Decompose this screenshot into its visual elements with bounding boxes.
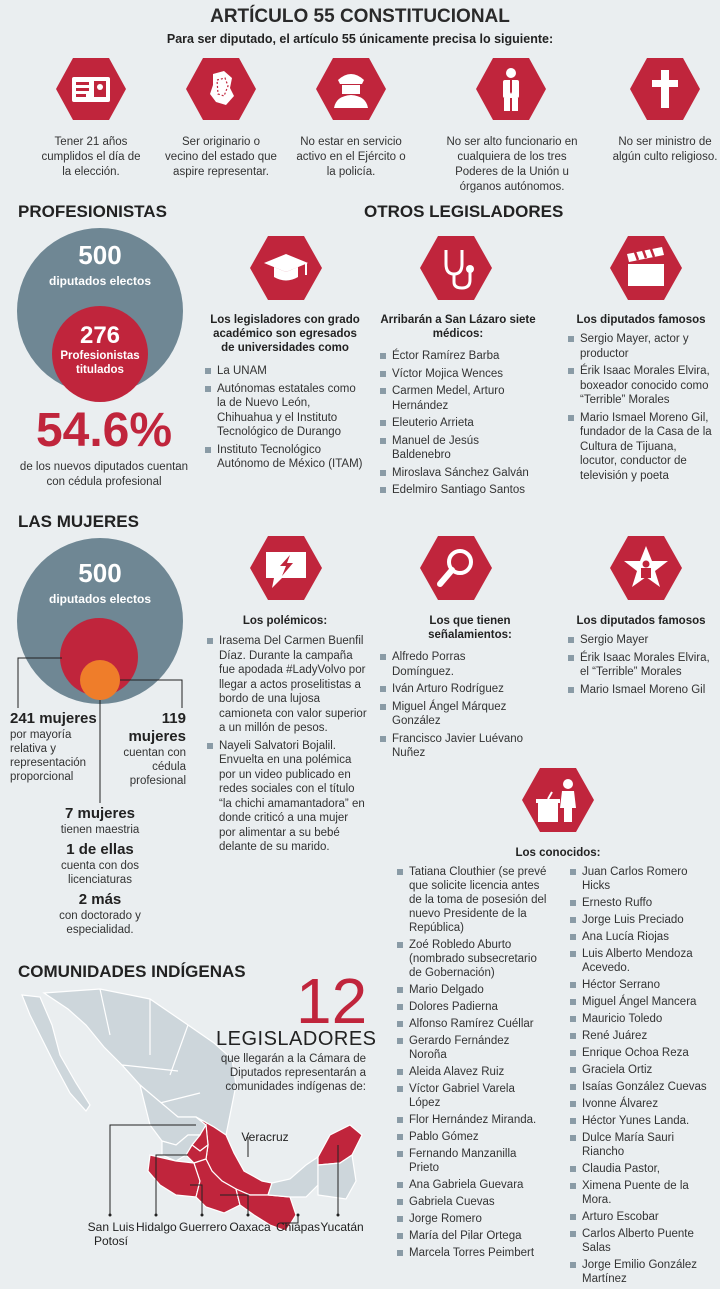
conocidos-list-right xyxy=(570,865,716,1289)
state-label-yucatan: Yucatán xyxy=(320,1220,364,1234)
list-item: Zoé Robledo Aburto (nombrado subsecretario de Gobernación) xyxy=(397,938,547,980)
total-deputies-label: diputados electos xyxy=(48,274,152,288)
list-item: Sergio Mayer, actor y productor xyxy=(568,332,716,361)
requirement-religion-text: No ser ministro de algún culto religioso. xyxy=(612,136,718,163)
polemicos-title: Los polémicos: xyxy=(242,615,328,627)
state-map-icon xyxy=(186,58,256,120)
percent-value: 54.6% xyxy=(35,404,173,457)
stat-241-text: por mayoría relativa y representación proporcional xyxy=(10,729,87,783)
southeast-region xyxy=(268,1157,318,1197)
list-item: Isaías González Cuevas xyxy=(570,1080,716,1094)
famous-list xyxy=(568,332,716,486)
requirement-age-text: Tener 21 años cumplidos el día de la elección. xyxy=(41,136,141,178)
list-item: María del Pilar Ortega xyxy=(397,1229,547,1243)
conocidos-title: Los conocidos: xyxy=(515,847,601,859)
stethoscope-icon xyxy=(420,236,492,300)
list-item: Autónomas estatales como la de Nuevo León, Chihuahua y el Instituto Tecnológico de Durango xyxy=(205,382,365,440)
list-item: Miguel Ángel Márquez González xyxy=(380,700,530,729)
graduation-cap-icon xyxy=(250,236,322,300)
page-title: ARTÍCULO 55 CONSTITUCIONAL xyxy=(210,6,510,27)
list-item: Aleida Alavez Ruiz xyxy=(397,1065,547,1079)
star-person-icon xyxy=(610,536,682,600)
id-card-icon xyxy=(56,58,126,120)
list-item: Mario Ismael Moreno Gil, fundador de la Casa de la Cultura de Tijuana, locutor, conductor de televisión y poeta xyxy=(568,411,716,484)
stat-2-text: con doctorado y especialidad. xyxy=(59,910,141,936)
state-label-hidalgo: Hidalgo xyxy=(136,1220,177,1234)
list-item: Instituto Tecnológico Autónomo de México (ITAM) xyxy=(205,443,365,472)
requirement-origin-text: Ser originario o vecino del estado que aspire representar. xyxy=(165,136,277,178)
list-item: Érik Isaac Morales Elvira, el “Terrible” Morales xyxy=(568,651,718,680)
list-item: Iván Arturo Rodríguez xyxy=(380,682,530,697)
percent-label: de los nuevos diputados cuentan con cédula profesional xyxy=(19,461,189,488)
list-item: Ximena Puente de la Mora. xyxy=(570,1179,716,1207)
cross-icon xyxy=(630,58,700,120)
list-item: Francisco Javier Luévano Nuñez xyxy=(380,732,530,761)
speaker-podium-icon xyxy=(522,768,594,832)
list-item: Flor Hernández Miranda. xyxy=(397,1113,547,1127)
universities-title: Los legisladores con grado académico son egresados de universidades como xyxy=(210,314,360,354)
indigenas-text: que llegarán a la Cámara de Diputados representarán a comunidades indígenas de: xyxy=(220,1053,366,1093)
state-label-chiapas: Chiapas xyxy=(275,1220,321,1234)
conocidos-list-left xyxy=(397,865,547,1263)
list-item: Arturo Escobar xyxy=(570,1210,716,1224)
list-item: Mario Delgado xyxy=(397,983,547,997)
list-item: Juan Carlos Romero Hicks xyxy=(570,865,716,893)
list-item: Víctor Mojica Wences xyxy=(380,367,540,382)
stat-119 xyxy=(106,710,186,788)
senalamientos-title: Los que tienen señalamientos: xyxy=(428,615,512,641)
stat-241 xyxy=(10,710,106,784)
list-item: Ana Lucía Riojas xyxy=(570,930,716,944)
list-item: Alfonso Ramírez Cuéllar xyxy=(397,1017,547,1031)
total-deputies-number: 500 xyxy=(78,240,122,270)
famous-women-list xyxy=(568,633,718,700)
state-label-san-luis-potosi: San Luis Potosí xyxy=(87,1220,135,1248)
state-label-guerrero: Guerrero xyxy=(178,1220,228,1234)
page-subtitle: Para ser diputado, el artículo 55 únicamente precisa lo siguiente: xyxy=(166,32,554,46)
list-item: Sergio Mayer xyxy=(568,633,718,648)
list-item: Edelmiro Santiago Santos xyxy=(380,483,540,498)
famous-women-title: Los diputados famosos xyxy=(576,615,706,627)
police-officer-icon xyxy=(316,58,386,120)
list-item: Miroslava Sánchez Galván xyxy=(380,466,540,481)
list-item: Tatiana Clouthier (se prevé que solicite licencia antes de la toma de posesión del nuevo Presidente de la República) xyxy=(397,865,547,935)
doctors-list xyxy=(380,349,540,501)
northern-mexico-region xyxy=(44,989,236,1135)
indigenas-label: LEGISLADORES xyxy=(216,1028,377,1050)
women-total-label: diputados electos xyxy=(48,592,152,606)
stat-7 xyxy=(40,805,160,837)
magnifier-icon xyxy=(420,536,492,600)
requirement-service-text: No estar en servicio activo en el Ejército o la policía. xyxy=(296,136,406,178)
list-item: Alfredo Porras Domínguez. xyxy=(380,650,530,679)
official-person-icon xyxy=(476,58,546,120)
clapperboard-icon xyxy=(610,236,682,300)
list-item: Ana Gabriela Guevara xyxy=(397,1178,547,1192)
list-item: Ernesto Ruffo xyxy=(570,896,716,910)
list-item: Víctor Gabriel Varela López xyxy=(397,1082,547,1110)
stat-1 xyxy=(40,841,160,887)
list-item: La UNAM xyxy=(205,364,365,379)
indigenas-number: 12 xyxy=(296,965,368,1037)
list-item: Nayeli Salvatori Bojalil. Envuelta en una polémica por un video publicado en redes sociales con el título “la chichi amamantadora” en donde criticó a una mujer por alimentar a su bebé delante de su marido. xyxy=(207,739,367,855)
list-item: Jorge Luis Preciado xyxy=(570,913,716,927)
stat-241-number: 241 mujeres xyxy=(10,710,97,727)
doctors-title: Arribarán a San Lázaro siete médicos: xyxy=(380,314,536,340)
profesionistas-label-2: titulados xyxy=(76,364,124,376)
otros-heading: OTROS LEGISLADORES xyxy=(364,202,564,221)
list-item: Érik Isaac Morales Elvira, boxeador conocido como “Terrible” Morales xyxy=(568,364,716,408)
mujeres-heading: LAS MUJERES xyxy=(18,512,139,531)
famous-title: Los diputados famosos xyxy=(576,314,706,326)
list-item: Mauricio Toledo xyxy=(570,1012,716,1026)
list-item: Héctor Serrano xyxy=(570,978,716,992)
list-item: Carmen Medel, Arturo Hernández xyxy=(380,384,540,413)
list-item: Enrique Ochoa Reza xyxy=(570,1046,716,1060)
profesionistas-label-1: Profesionistas xyxy=(60,350,140,362)
stat-2 xyxy=(40,891,160,937)
list-item: Manuel de Jesús Baldenebro xyxy=(380,434,540,463)
list-item: Eleuterio Arrieta xyxy=(380,416,540,431)
list-item: Dulce María Sauri Riancho xyxy=(570,1131,716,1159)
list-item: Ivonne Álvarez xyxy=(570,1097,716,1111)
list-item: Éctor Ramírez Barba xyxy=(380,349,540,364)
list-item: Graciela Ortiz xyxy=(570,1063,716,1077)
list-item: Miguel Ángel Mancera xyxy=(570,995,716,1009)
stat-7-text: tienen maestria xyxy=(60,824,140,836)
stat-119-text: cuentan con cédula profesional xyxy=(123,747,186,787)
list-item: Pablo Gómez xyxy=(397,1130,547,1144)
list-item: Irasema Del Carmen Buenfil Díaz. Durante la campaña fue apodada #LadyVolvo por llegar a actos proselitistas a bordo de una lujosa camioneta con valor superior a un millón de pesos. xyxy=(207,634,367,736)
stat-119-number: 119 mujeres xyxy=(128,710,186,745)
list-item: Gerardo Fernández Noroña xyxy=(397,1034,547,1062)
stat-1-number: 1 de ellas xyxy=(66,841,134,858)
list-item: Marcela Torres Peimbert xyxy=(397,1246,547,1260)
list-item: Gabriela Cuevas xyxy=(397,1195,547,1209)
state-label-veracruz: Veracruz xyxy=(241,1130,289,1144)
list-item: Mario Ismael Moreno Gil xyxy=(568,683,718,698)
stat-2-number: 2 más xyxy=(78,891,122,908)
stat-1-text: cuenta con dos licenciaturas xyxy=(60,860,139,886)
list-item: Héctor Yunes Landa. xyxy=(570,1114,716,1128)
list-item: Dolores Padierna xyxy=(397,1000,547,1014)
indigenas-heading: COMUNIDADES INDÍGENAS xyxy=(18,962,246,981)
women-total-number: 500 xyxy=(78,558,122,588)
list-item: René Juárez xyxy=(570,1029,716,1043)
lightning-speech-icon xyxy=(250,536,322,600)
polemicos-list xyxy=(207,634,367,858)
list-item: Jorge Romero xyxy=(397,1212,547,1226)
list-item: Carlos Alberto Puente Salas xyxy=(570,1227,716,1255)
senalamientos-list xyxy=(380,650,530,764)
state-label-oaxaca: Oaxaca xyxy=(229,1220,271,1234)
list-item: Luis Alberto Mendoza Acevedo. xyxy=(570,947,716,975)
list-item: Fernando Manzanilla Prieto xyxy=(397,1147,547,1175)
stat-7-number: 7 mujeres xyxy=(64,805,136,822)
yucatan-region xyxy=(318,1125,362,1165)
profesionistas-number: 276 xyxy=(79,322,121,349)
requirement-official-text: No ser alto funcionario en cualquiera de los tres Poderes de la Unión u órganos autónomos. xyxy=(446,136,578,193)
profesionistas-heading: PROFESIONISTAS xyxy=(18,202,167,221)
list-item: Jorge Emilio González Martínez xyxy=(570,1258,716,1286)
universities-list xyxy=(205,364,365,475)
list-item: Claudia Pastor, xyxy=(570,1162,716,1176)
